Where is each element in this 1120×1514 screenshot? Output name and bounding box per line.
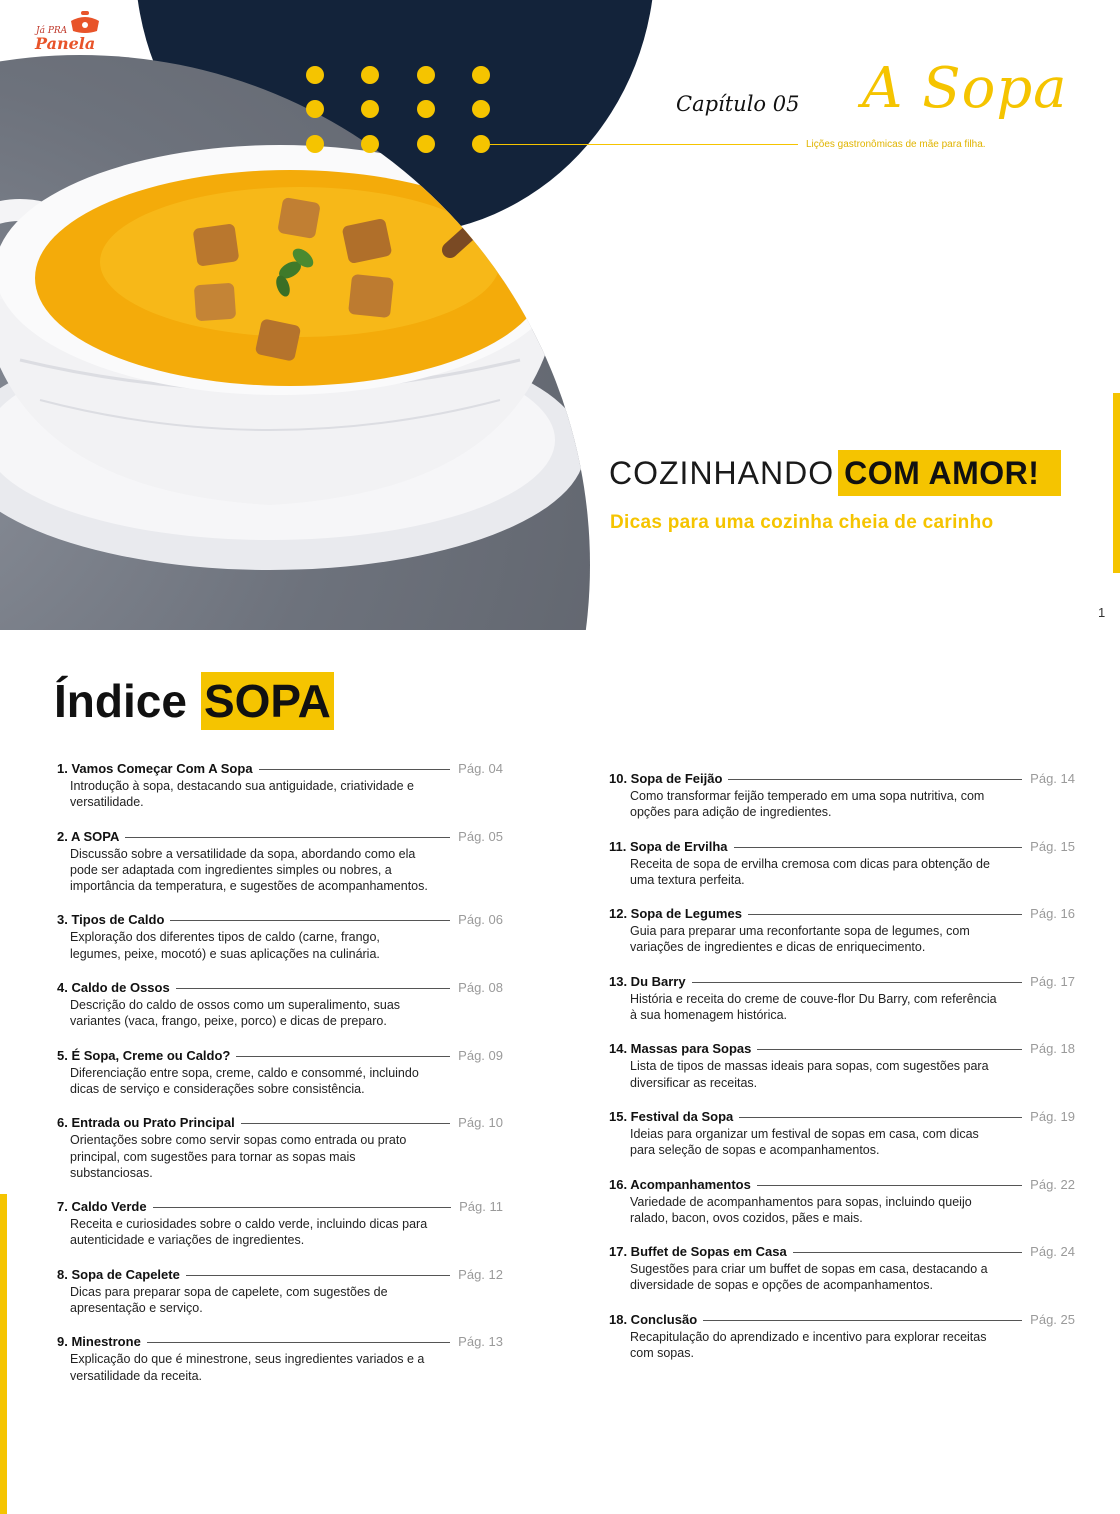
toc-entry-description: Explicação do que é minestrone, seus ingredientes variados e a versatilidade da receita. — [70, 1352, 425, 1383]
toc-entry[interactable] — [609, 1109, 1079, 1159]
toc-entry-header — [609, 906, 1079, 923]
toc-entry-description: Receita de sopa de ervilha cremosa com dicas para obtenção de uma textura perfeita. — [630, 856, 990, 887]
toc-entry-page: Pág. 16 — [1030, 906, 1075, 922]
slogan-plain: COZINHANDO — [609, 455, 835, 491]
toc-leader-line — [793, 1252, 1022, 1253]
toc-entry[interactable] — [609, 974, 1079, 1024]
chapter-title: A Sopa — [862, 56, 1068, 121]
toc-entry[interactable] — [57, 761, 507, 811]
toc-entry[interactable] — [57, 1334, 507, 1384]
toc-entry[interactable] — [609, 1177, 1079, 1227]
toc-entry[interactable] — [57, 1267, 507, 1317]
page-number: 1 — [1098, 605, 1106, 620]
toc-leader-line — [176, 988, 450, 989]
toc-entry[interactable] — [609, 1312, 1079, 1362]
soup-photo — [0, 55, 590, 630]
toc-leader-line — [241, 1123, 450, 1124]
toc-leader-line — [739, 1117, 1022, 1118]
toc-leader-line — [757, 1049, 1022, 1050]
toc-entry-description: Diferenciação entre sopa, creme, caldo e consommé, incluindo dicas de serviço e considerações sobre consistência. — [70, 1065, 419, 1096]
dot — [361, 135, 379, 153]
index-title-plain: Índice — [54, 675, 187, 727]
toc-entry-title: 16. Acompanhamentos — [609, 1176, 751, 1192]
toc-entry-header — [609, 1244, 1079, 1261]
toc-entry-description: Discussão sobre a versatilidade da sopa, abordando como ela pode ser adaptada com ingredientes simples ou nobres, a importância da temperatura, e sugestões de acompanhamentos. — [70, 846, 428, 894]
dot — [361, 66, 379, 84]
toc-entry-description: Orientações sobre como servir sopas como entrada ou prato principal, com sugestões para tornar as sopas mais substanciosas. — [70, 1133, 407, 1180]
dot — [417, 66, 435, 84]
toc-entry-title: 18. Conclusão — [609, 1311, 698, 1327]
toc-entry-title: 10. Sopa de Feijão — [609, 771, 723, 786]
toc-entry-title: 11. Sopa de Ervilha — [609, 838, 728, 854]
toc-entry-header — [609, 1041, 1079, 1058]
toc-entry[interactable] — [57, 1115, 507, 1181]
toc-entry-header — [57, 1267, 507, 1284]
toc-entry-header — [57, 1334, 507, 1351]
toc-entry[interactable] — [609, 839, 1079, 889]
toc-leader-line — [153, 1207, 452, 1208]
toc-entry-page: Pág. 25 — [1030, 1311, 1075, 1327]
slogan — [609, 450, 1061, 496]
toc-entry-page: Pág. 11 — [459, 1199, 503, 1215]
toc-entry-page: Pág. 04 — [458, 761, 503, 776]
toc-entry-title: 3. Tipos de Caldo — [57, 912, 165, 928]
toc-entry-title: 15. Festival da Sopa — [609, 1108, 734, 1124]
toc-leader-line — [259, 769, 451, 770]
toc-entry-description: Sugestões para criar um buffet de sopas em casa, destacando a diversidade de sopas e opções de acompanhamentos. — [630, 1262, 988, 1293]
toc-entry-header — [57, 761, 507, 778]
toc-entry-header — [57, 829, 507, 846]
toc-entry-page: Pág. 15 — [1030, 838, 1075, 854]
toc-entry-description: Variedade de acompanhamentos para sopas, incluindo queijo ralado, bacon, ovos cozidos, pães e mais. — [630, 1194, 972, 1225]
toc-entry-title: 12. Sopa de Legumes — [609, 906, 742, 922]
toc-entry-description: Ideias para organizar um festival de sopas em casa, com dicas para seleção de sopas e acompanhamentos. — [630, 1126, 979, 1158]
toc-entry-page: Pág. 13 — [458, 1334, 503, 1350]
index-title-highlight: SOPA — [201, 672, 334, 730]
dot — [306, 100, 324, 118]
toc-entry-description: Introdução à sopa, destacando sua antiguidade, criatividade e versatilidade. — [70, 779, 414, 810]
toc-leader-line — [170, 920, 450, 921]
toc-entry-description: Lista de tipos de massas ideais para sopas, com sugestões para diversificar as receitas. — [630, 1059, 989, 1090]
logo-text-bottom: Panela — [35, 34, 96, 53]
toc-entry-title: 9. Minestrone — [57, 1334, 141, 1350]
toc-entry[interactable] — [57, 912, 507, 962]
accent-bar-left — [0, 1194, 7, 1514]
toc-leader-line — [692, 982, 1023, 983]
toc-entry-page: Pág. 17 — [1030, 973, 1075, 989]
toc-entry-page: Pág. 05 — [458, 828, 503, 844]
tagline: Dicas para uma cozinha cheia de carinho — [610, 512, 994, 533]
dot — [472, 66, 490, 84]
cover-page — [0, 0, 1120, 630]
toc-entry-title: 7. Caldo Verde — [57, 1199, 147, 1215]
toc-entry-page: Pág. 12 — [458, 1266, 503, 1282]
toc-entry-page: Pág. 14 — [1030, 771, 1075, 786]
dot — [472, 100, 490, 118]
toc-entry-header — [609, 771, 1079, 788]
toc-leader-line — [186, 1275, 450, 1276]
dot — [472, 135, 490, 153]
toc-entry-title: 14. Massas para Sopas — [609, 1041, 752, 1057]
toc-leader-line — [734, 847, 1023, 848]
toc-leader-line — [236, 1056, 450, 1057]
toc-entry-description: Receita e curiosidades sobre o caldo verde, incluindo dicas para autenticidade e variações de ingredientes. — [70, 1217, 428, 1248]
dot — [417, 100, 435, 118]
logo-text-top: Já PRA — [36, 26, 68, 36]
dot — [361, 100, 379, 118]
toc-entry[interactable] — [57, 980, 507, 1030]
toc-entry-header — [609, 1312, 1079, 1329]
toc-entry-header — [57, 980, 507, 997]
toc-entry-page: Pág. 09 — [458, 1047, 503, 1063]
dot — [306, 66, 324, 84]
soup-bowl-illustration — [0, 55, 590, 630]
toc-entry-title: 6. Entrada ou Prato Principal — [57, 1115, 235, 1131]
toc-entry-description: Recapitulação do aprendizado e incentivo para explorar receitas com sopas. — [630, 1329, 987, 1361]
toc-entry-page: Pág. 22 — [1030, 1176, 1075, 1192]
dot — [306, 135, 324, 153]
toc-entry-header — [57, 1048, 507, 1065]
toc-entry[interactable] — [609, 906, 1079, 956]
chapter-label: Capítulo 05 — [676, 92, 800, 116]
toc-leader-line — [125, 837, 450, 838]
toc-entry-header — [57, 912, 507, 929]
toc-entry-description: Descrição do caldo de ossos como um superalimento, suas variantes (vaca, frango, peixe, porco) e dicas de preparo. — [70, 998, 401, 1029]
toc-entry-title: 1. Vamos Começar Com A Sopa — [57, 761, 253, 776]
toc-entry-page: Pág. 06 — [458, 912, 503, 928]
toc-entry-description: Como transformar feijão temperado em uma sopa nutritiva, com opções para adição de ingredientes. — [630, 789, 985, 820]
toc-entry-title: 5. É Sopa, Creme ou Caldo? — [57, 1047, 231, 1063]
toc-entry[interactable] — [609, 1041, 1079, 1091]
cooking-pot-icon — [67, 11, 103, 35]
toc-leader-line — [757, 1185, 1022, 1186]
toc-entry-title: 8. Sopa de Capelete — [57, 1266, 180, 1282]
toc-entry-header — [57, 1115, 507, 1132]
toc-entry-title: 17. Buffet de Sopas em Casa — [609, 1244, 787, 1260]
chapter-subtitle: Lições gastronômicas de mãe para filha. — [806, 139, 986, 150]
toc-entry-description: Guia para preparar uma reconfortante sopa de legumes, com variações de ingredientes e dicas de enriquecimento. — [630, 924, 970, 955]
toc-entry-header — [609, 974, 1079, 991]
dot — [417, 135, 435, 153]
toc-entry-page: Pág. 10 — [458, 1115, 503, 1131]
gold-divider-line — [490, 144, 798, 145]
toc-entry-title: 2. A SOPA — [57, 828, 120, 844]
toc-column-right — [609, 771, 1079, 1379]
toc-entry-header — [609, 1177, 1079, 1194]
toc-entry[interactable] — [57, 1048, 507, 1098]
toc-entry[interactable] — [609, 771, 1079, 821]
toc-entry-page: Pág. 24 — [1030, 1244, 1075, 1260]
toc-entry-title: 13. Du Barry — [609, 973, 686, 989]
toc-entry-header — [609, 839, 1079, 856]
toc-entry-header — [609, 1109, 1079, 1126]
slogan-highlight: COM AMOR! — [838, 450, 1061, 496]
toc-entry-description: Exploração dos diferentes tipos de caldo (carne, frango, legumes, peixe, mocotó) e suas aplicações na culinária. — [70, 930, 380, 961]
toc-entry-description: Dicas para preparar sopa de capelete, com sugestões de apresentação e serviço. — [70, 1284, 388, 1316]
toc-entry-page: Pág. 08 — [458, 980, 503, 996]
toc-entry[interactable] — [57, 829, 507, 895]
toc-entry-title: 4. Caldo de Ossos — [57, 980, 170, 996]
toc-entry[interactable] — [609, 1244, 1079, 1294]
toc-entry-header — [57, 1199, 507, 1216]
toc-entry[interactable] — [57, 1199, 507, 1249]
brand-logo — [33, 8, 113, 58]
accent-bar-right — [1113, 393, 1120, 573]
toc-entry-page: Pág. 19 — [1030, 1108, 1075, 1124]
toc-entry-page: Pág. 18 — [1030, 1041, 1075, 1057]
toc-column-left — [57, 761, 507, 1402]
toc-leader-line — [748, 914, 1022, 915]
toc-entry-description: História e receita do creme de couve-flor Du Barry, com referência à sua homenagem histórica. — [630, 991, 997, 1023]
toc-leader-line — [728, 779, 1022, 780]
toc-leader-line — [147, 1342, 450, 1343]
toc-leader-line — [703, 1320, 1022, 1321]
index-title — [54, 672, 334, 730]
